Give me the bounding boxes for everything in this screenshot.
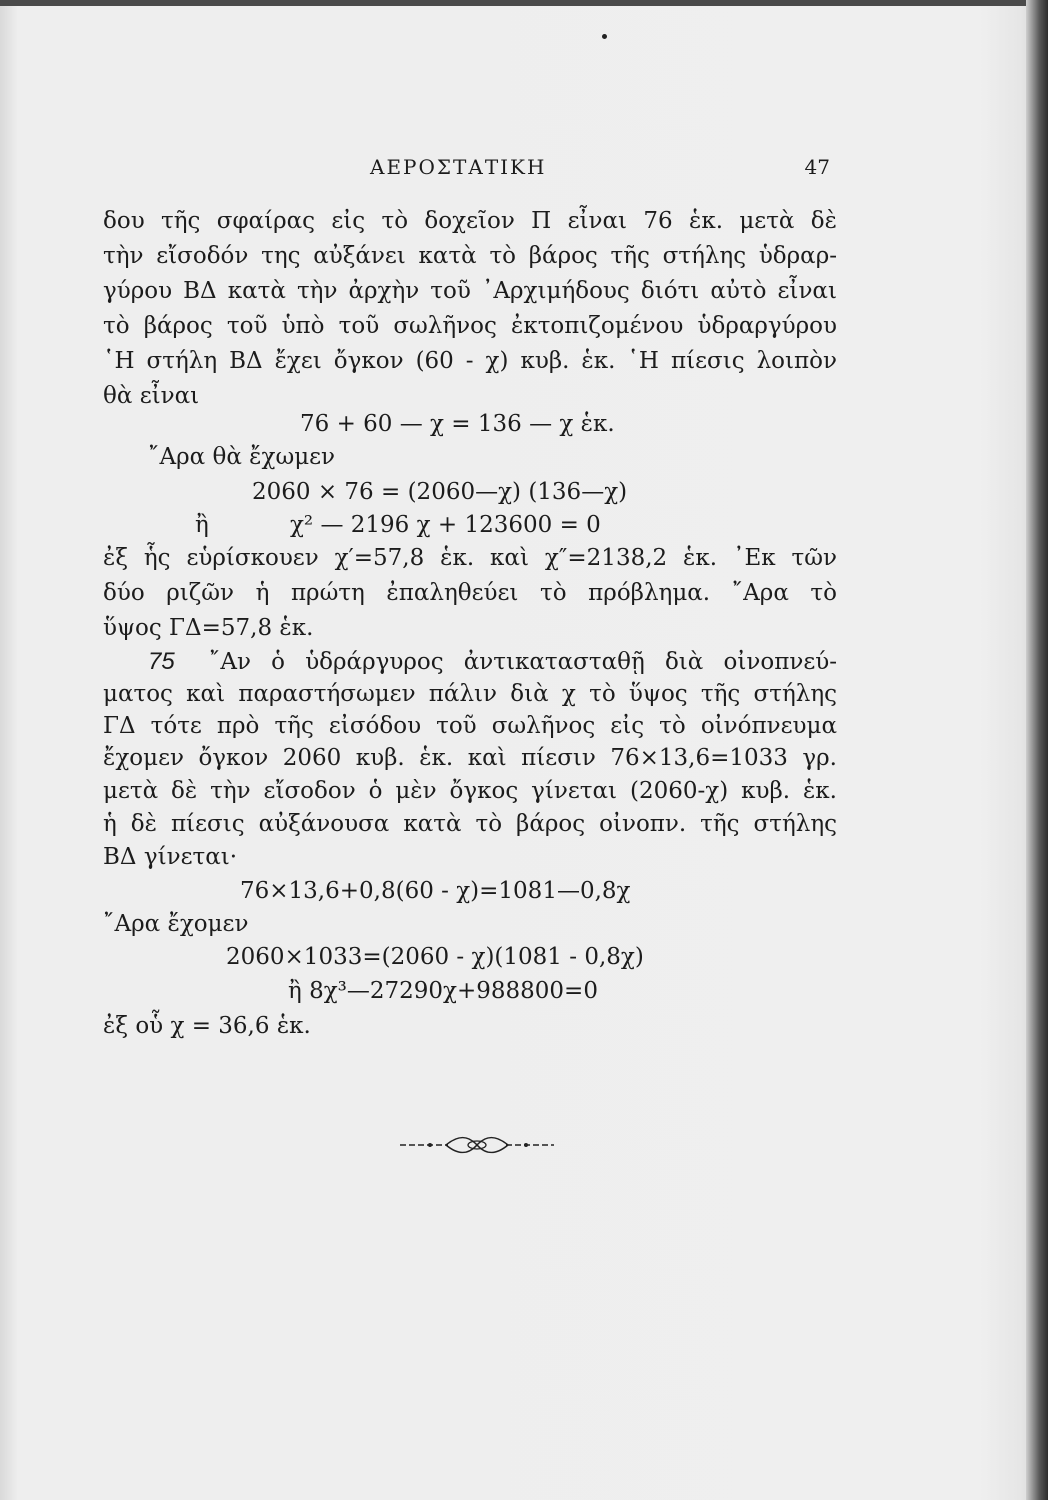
text-line: ῎Αρα θὰ ἔχωμεν (148, 444, 336, 470)
equation: 2060×1033=(2060 - χ)(1081 - 0,8χ) (226, 944, 644, 970)
text-line: ῾Η στήλη ΒΔ ἔχει ὄγκον (60 - χ) κυβ. ἑκ. ῾Η πίεσις λοιπὸν (103, 348, 837, 374)
text-line: ΓΔ τότε πρὸ τῆς εἰσόδου τοῦ σωλῆνος εἰς τὸ οἰνόπνευμα (103, 713, 837, 739)
text-line: ἐξ οὗ χ = 36,6 ἑκ. (103, 1013, 311, 1039)
running-title: ΑΕΡΟΣΤΑΤΙΚΗ (370, 155, 547, 179)
scan-speck (602, 34, 607, 39)
text-line: ἡ δὲ πίεσις αὐξάνουσα κατὰ τὸ βάρος οἰνοπν. τῆς στήλης (103, 811, 837, 837)
text-line: ἐξ ἧς εὑρίσκουεν χ′=57,8 ἑκ. καὶ χ″=2138,2 ἑκ. ᾿Εκ τῶν (103, 545, 837, 571)
exercise-75-line (148, 647, 837, 677)
text-line: ΒΔ γίνεται· (103, 844, 238, 870)
exercise-number: 75 (148, 648, 175, 675)
text-line: μετὰ δὲ τὴν εἴσοδον ὁ μὲν ὄγκος γίνεται (2060-χ) κυβ. ἑκ. (103, 778, 837, 804)
text-line: ματος καὶ παραστήσωμεν πάλιν διὰ χ τὸ ὕψος τῆς στήλης (103, 681, 837, 707)
equation: 2060 × 76 = (2060—χ) (136—χ) (252, 479, 628, 505)
book-binding-edge (1026, 0, 1048, 1500)
text-line: ἔχομεν ὄγκον 2060 κυβ. ἑκ. καὶ πίεσιν 76×13,6=1033 γρ. (103, 745, 837, 771)
scan-top-edge (0, 0, 1048, 6)
text-line: ῎Αρα ἔχομεν (103, 911, 249, 937)
page-header (100, 155, 840, 185)
text-line: ὕψος ΓΔ=57,8 ἑκ. (103, 615, 314, 641)
equation: χ² — 2196 χ + 123600 = 0 (290, 512, 601, 538)
equation: 76×13,6+0,8(60 - χ)=1081—0,8χ (240, 878, 631, 904)
equation: 76 + 60 — χ = 136 — χ ἑκ. (300, 411, 615, 437)
text-line: τὴν εἴσοδόν της αὐξάνει κατὰ τὸ βάρος τῆς στήλης ὑδραρ- (103, 243, 837, 269)
text-line: γύρου ΒΔ κατὰ τὴν ἀρχὴν τοῦ ᾿Αρχιμήδους διότι αὐτὸ εἶναι (103, 278, 837, 304)
text-line: δου τῆς σφαίρας εἰς τὸ δοχεῖον Π εἶναι 76 ἑκ. μετὰ δὲ (103, 208, 837, 234)
text-line: ῎Αν ὁ ὑδράργυρος ἀντικατασταθῇ διὰ οἰνοπνεύ- (208, 649, 837, 675)
page-number: 47 (804, 155, 830, 179)
ornament-divider-icon (400, 1130, 554, 1160)
text-line: θὰ εἶναι (103, 383, 200, 409)
equation: ἢ 8χ³—27290χ+988800=0 (288, 978, 598, 1004)
text-line: δύο ριζῶν ἡ πρώτη ἐπαληθεύει τὸ πρόβλημα. ῎Αρα τὸ (103, 580, 837, 606)
equation-conjunction: ἢ (195, 512, 209, 538)
text-line: τὸ βάρος τοῦ ὑπὸ τοῦ σωλῆνος ἐκτοπιζομένου ὑδραργύρου (103, 313, 837, 339)
